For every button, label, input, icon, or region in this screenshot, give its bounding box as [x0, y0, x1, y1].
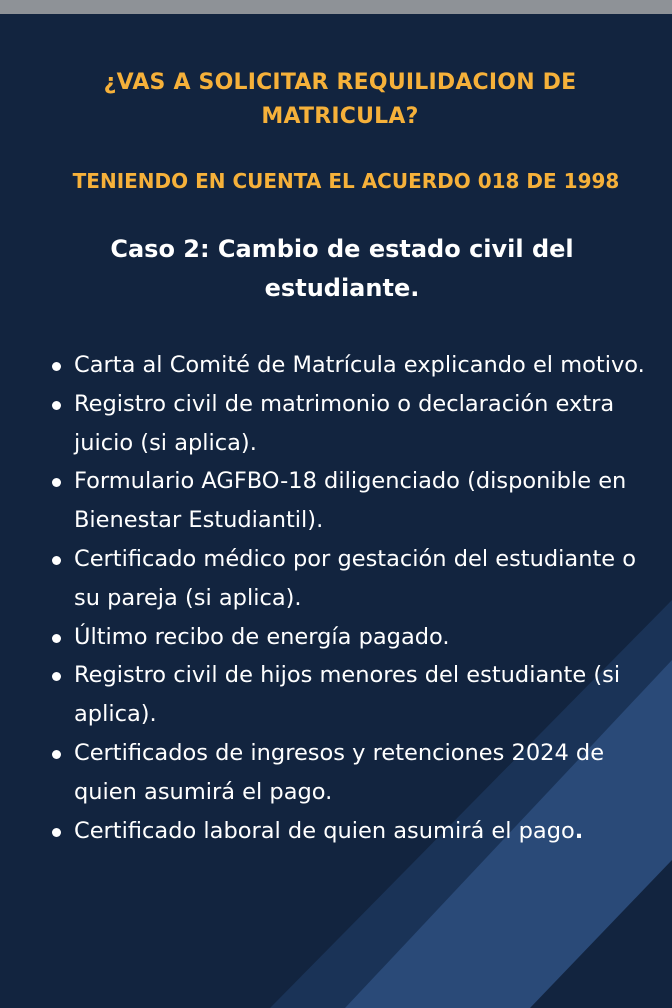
headline: ¿VAS A SOLICITAR REQUILIDACION DE MATRICULA?: [103, 70, 577, 129]
list-item-text: Último recibo de energía pagado.: [74, 623, 450, 650]
list-item-text: Certificado médico por gestación del estudiante o su pareja (si aplica).: [74, 545, 637, 611]
final-period: .: [574, 817, 584, 844]
list-item: [0, 618, 672, 657]
list-item-text: Certificados de ingresos y retenciones 2024 de quien asumirá el pago.: [74, 739, 605, 805]
list-item-text: Registro civil de matrimonio o declaración extra juicio (si aplica).: [74, 390, 615, 456]
bullet-icon: [52, 634, 61, 643]
subheadline: TENIENDO EN CUENTA EL ACUERDO 018 DE 1998: [72, 169, 620, 193]
requirements-list: [0, 346, 672, 850]
list-item: [0, 540, 672, 618]
list-item-text: Carta al Comité de Matrícula explicando el motivo.: [74, 352, 645, 378]
list-item-text: Certificado laboral de quien asumirá el pago: [74, 817, 575, 844]
list-item: [0, 656, 672, 734]
bullet-icon: [52, 362, 61, 371]
list-item: [0, 346, 672, 385]
case-title: Caso 2: Cambio de estado civil del estudiante.: [110, 235, 574, 302]
list-item-text: Formulario AGFBO-18 diligenciado (disponible en Bienestar Estudiantil).: [74, 468, 627, 534]
bullet-icon: [52, 828, 61, 837]
list-item: [0, 462, 672, 540]
bullet-icon: [52, 750, 61, 759]
bullet-icon: [52, 401, 61, 410]
list-item-text: Registro civil de hijos menores del estudiante (si aplica).: [74, 662, 621, 728]
list-item: [0, 385, 672, 463]
bullet-icon: [52, 556, 61, 565]
bullet-icon: [52, 672, 61, 681]
list-item: [0, 734, 672, 812]
bullet-icon: [52, 478, 61, 487]
list-item: [0, 812, 672, 851]
